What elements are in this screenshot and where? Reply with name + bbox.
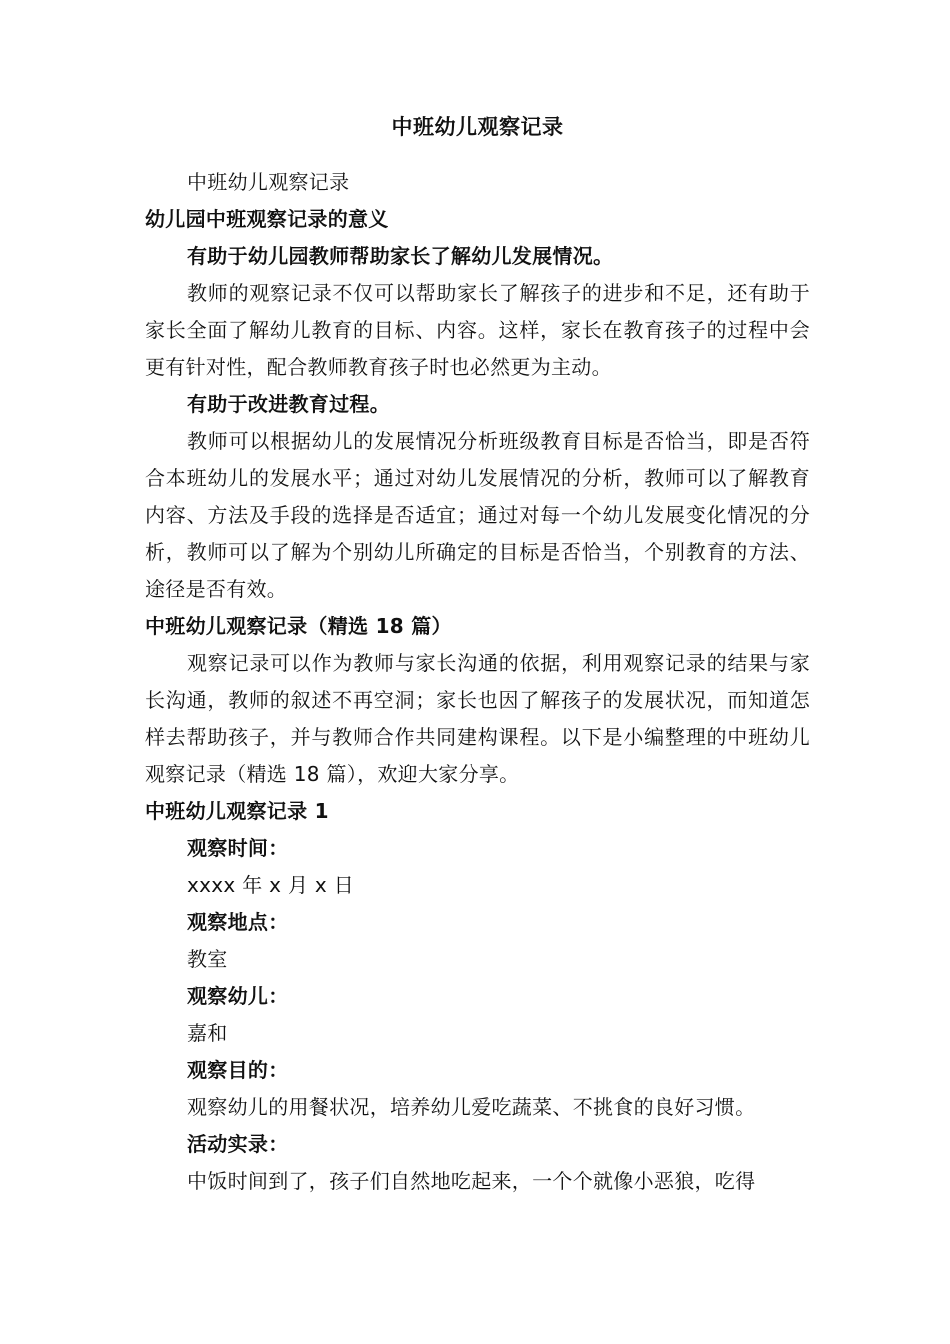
activity-record-value: 中饭时间到了，孩子们自然地吃起来，一个个就像小恶狼，吃得 — [187, 1169, 756, 1193]
observation-time-value: xxxx 年 x 月 x 日 — [187, 873, 355, 897]
document-body — [145, 106, 810, 1200]
point-1-title: 有助于幼儿园教师帮助家长了解幼儿发展情况。 — [187, 244, 614, 268]
subtitle-line: 中班幼儿观察记录 — [187, 170, 350, 194]
observation-place-label: 观察地点： — [187, 910, 289, 934]
point-2-body: 教师可以根据幼儿的发展情况分析班级教育目标是否恰当，即是否符合本班幼儿的发展水平；通过对幼儿发展情况的分析，教师可以了解教育内容、方法及手段的选择是否适宜；通过对每一个幼儿发展变化情况的分析，教师可以了解为个别幼儿所确定的目标是否恰当，个别教育的方法、途径是否有效。 — [145, 429, 810, 601]
observation-purpose-value: 观察幼儿的用餐状况，培养幼儿爱吃蔬菜、不挑食的良好习惯。 — [187, 1095, 756, 1119]
activity-record-label: 活动实录： — [187, 1132, 289, 1156]
observation-child-value: 嘉和 — [187, 1021, 228, 1045]
observation-child-label: 观察幼儿： — [187, 984, 289, 1008]
observation-purpose-label: 观察目的： — [187, 1058, 289, 1082]
intro-paragraph: 观察记录可以作为教师与家长沟通的依据，利用观察记录的结果与家长沟通，教师的叙述不再空洞；家长也因了解孩子的发展状况，而知道怎样去帮助孩子，并与教师合作共同建构课程。以下是小编整理的中班幼儿观察记录（精选 18 篇），欢迎大家分享。 — [145, 651, 810, 786]
point-2-title: 有助于改进教育过程。 — [187, 392, 390, 416]
point-1-body: 教师的观察记录不仅可以帮助家长了解孩子的进步和不足，还有助于家长全面了解幼儿教育的目标、内容。这样，家长在教育孩子的过程中会更有针对性，配合教师教育孩子时也必然更为主动。 — [145, 281, 810, 379]
record-1-heading: 中班幼儿观察记录 1 — [145, 799, 329, 823]
document-title: 中班幼儿观察记录 — [391, 115, 564, 139]
section-heading-selected: 中班幼儿观察记录（精选 18 篇） — [145, 614, 452, 638]
observation-time-label: 观察时间： — [187, 836, 289, 860]
section-heading-meaning: 幼儿园中班观察记录的意义 — [145, 207, 389, 231]
observation-place-value: 教室 — [187, 947, 228, 971]
